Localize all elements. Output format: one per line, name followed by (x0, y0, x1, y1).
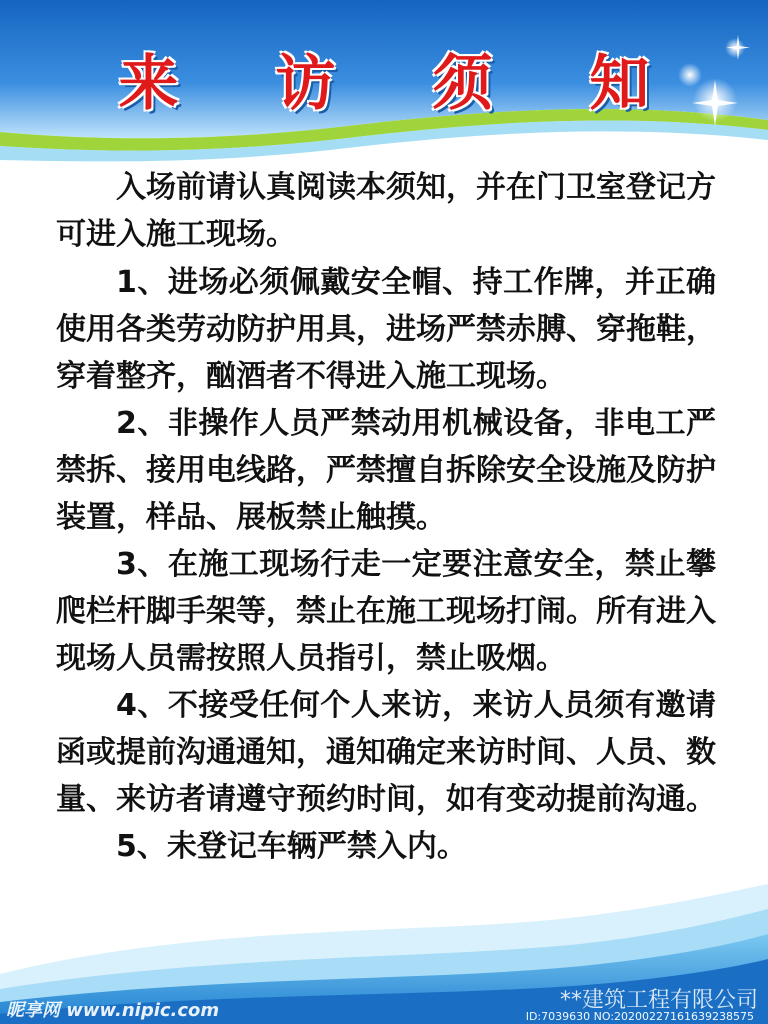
footer-wave (0, 864, 768, 1024)
rule-4: 4、不接受任何个人来访，来访人员须有邀请函或提前沟通通知，通知确定来访时间、人员、数量、来访者请遵守预约时间，如有变动提前沟通。 (56, 688, 716, 817)
image-id-watermark: ID:7039630 NO:20200227161639238575 (525, 1010, 754, 1023)
site-watermark: 昵享网 www.nipic.com (6, 1000, 220, 1021)
rule-5: 5、未登记车辆严禁入内。 (116, 829, 467, 864)
rule-2: 2、非操作人员严禁动用机械设备，非电工严禁拆、接用电线路，严禁擅自拆除安全设施及防护装置，样品、展板禁止触摸。 (56, 406, 716, 535)
company-name: **建筑工程有限公司 (559, 988, 758, 1013)
notice-body (56, 164, 716, 870)
rule-3: 3、在施工现场行走一定要注意安全，禁止攀爬栏杆脚手架等，禁止在施工现场打闹。所有进入现场人员需按照人员指引，禁止吸烟。 (56, 547, 716, 676)
header-banner (0, 0, 768, 170)
intro-paragraph: 入场前请认真阅读本须知，并在门卫室登记方可进入施工现场。 (56, 170, 716, 252)
rule-1: 1、进场必须佩戴安全帽、持工作牌，并正确使用各类劳动防护用具，进场严禁赤膊、穿拖鞋，穿着整齐，酗酒者不得进入施工现场。 (56, 265, 716, 394)
page-title: 来 访 须 知 (118, 49, 688, 119)
